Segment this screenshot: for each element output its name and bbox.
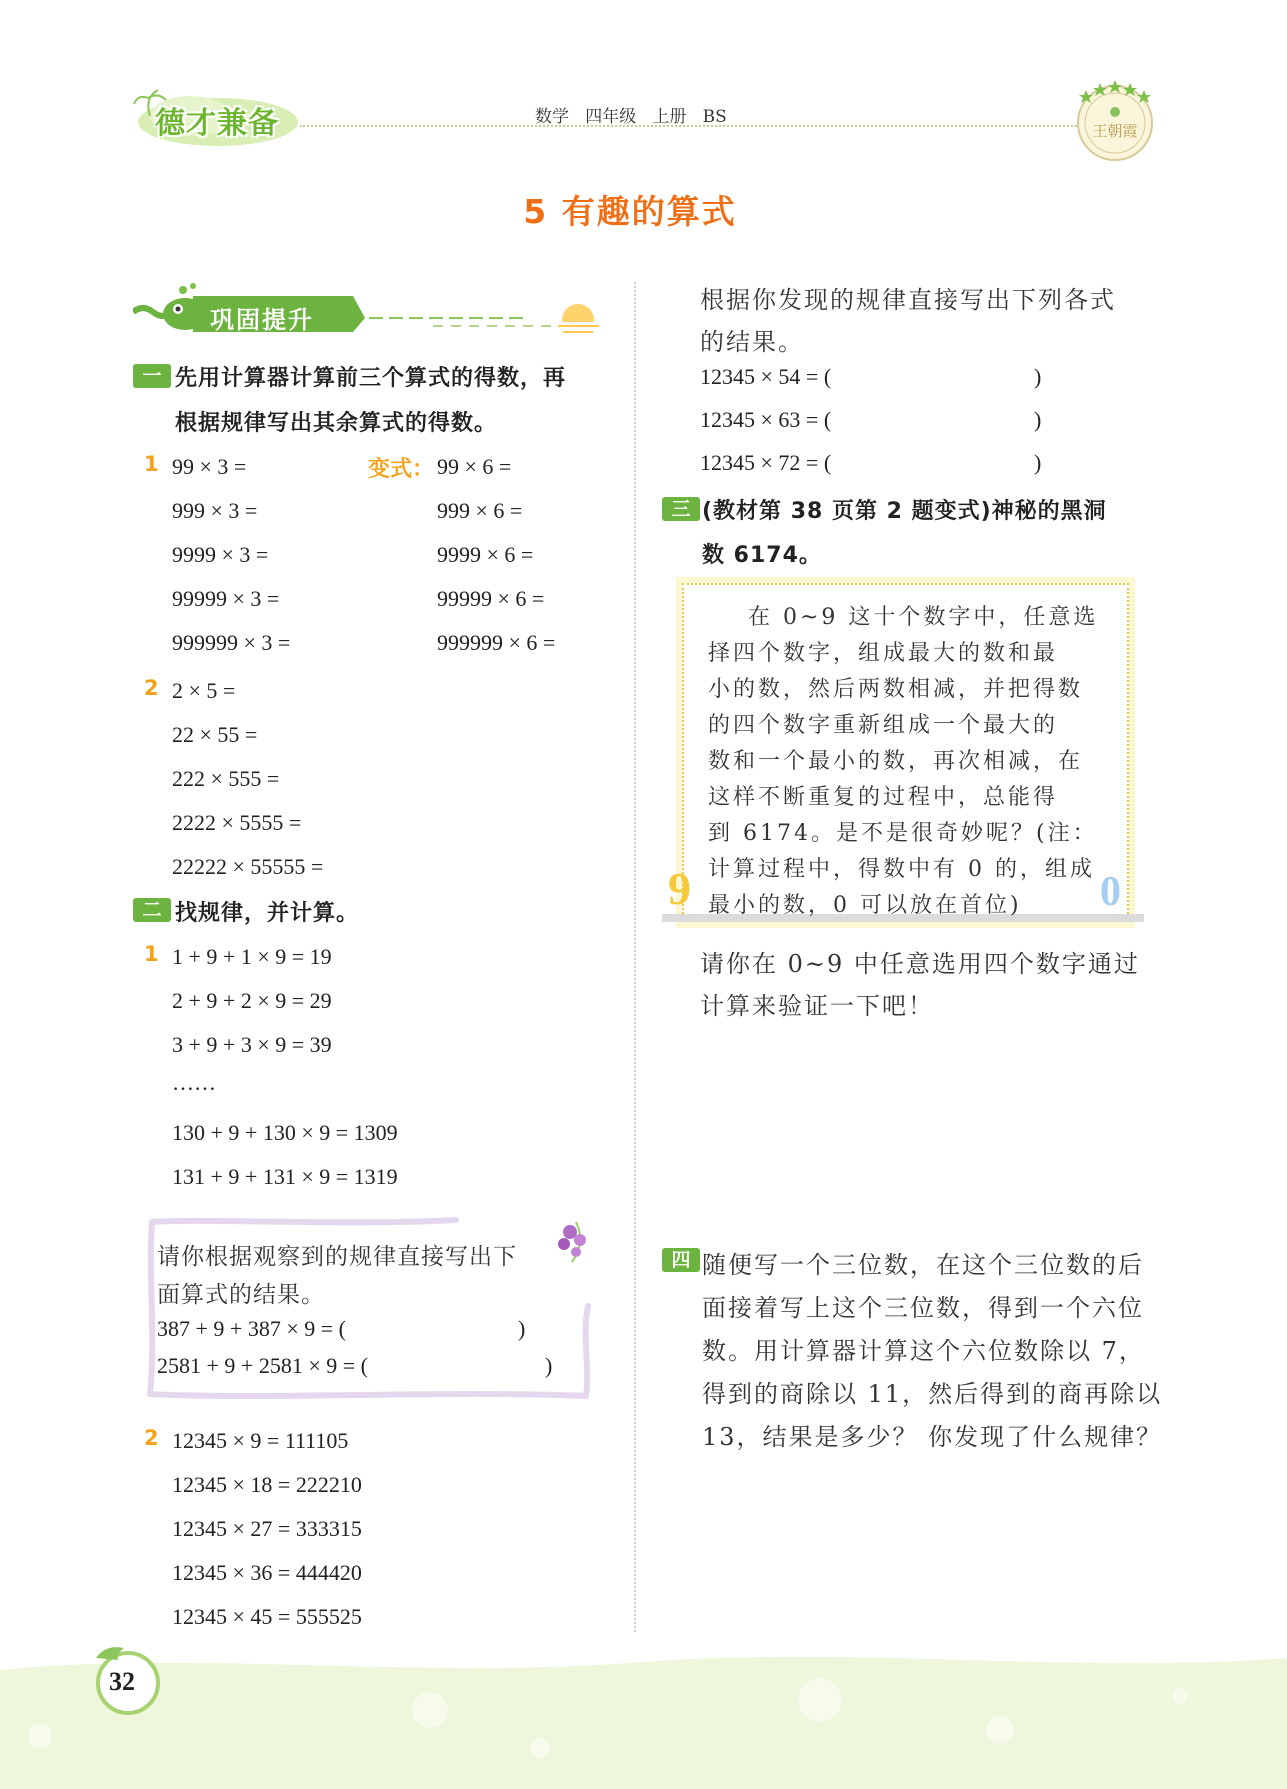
q1-part2-eq-1: 2 × 5 = (172, 678, 236, 703)
q2-part2-number: 2 (144, 1426, 159, 1450)
note-line-1: 请你根据观察到的规律直接写出下 (157, 1244, 517, 1270)
q4-number: 四 (662, 1248, 700, 1272)
note-eq-2: 2581 + 9 + 2581 × 9 = ( (157, 1353, 368, 1378)
q4-line-5: 13，结果是多少？ 你发现了什么规律？ (702, 1423, 1163, 1451)
info-line-8: 计算过程中，得数中有 0 的，组成 (708, 857, 1095, 882)
q3-text-line1: (教材第 38 页第 2 题变式)神秘的黑洞 (702, 499, 1107, 524)
q2-part1-eq-3: 3 + 9 + 3 × 9 = 39 (172, 1032, 332, 1057)
q2-part2-eq-2: 12345 × 18 = 222210 (172, 1472, 362, 1497)
q4-line-4: 得到的商除以 11，然后得到的商再除以 (702, 1380, 1163, 1408)
q1-part2-eq-2: 22 × 55 = (172, 722, 258, 747)
variant-label: 变式： (368, 457, 435, 482)
q1-part1-number: 1 (144, 452, 159, 476)
q2-part2-eq-4: 12345 × 36 = 444420 (172, 1560, 362, 1585)
blank-eq-3-close: ) (1034, 450, 1042, 475)
info-line-7: 到 6174。是不是很奇妙呢？(注： (708, 821, 1098, 846)
q1-left-eq-3: 9999 × 3 = (172, 542, 269, 567)
page-title: 5 有趣的算式 (523, 192, 737, 231)
info-line-3: 小的数，然后两数相减，并把得数 (708, 677, 1084, 702)
q1-left-eq-2: 999 × 3 = (172, 498, 258, 523)
q4-line-2: 面接着写上这个三位数，得到一个六位 (702, 1294, 1144, 1322)
q2-part1-eq-2: 2 + 9 + 2 × 9 = 29 (172, 988, 332, 1013)
publisher-seal (1072, 76, 1158, 162)
q1-right-eq-4: 99999 × 6 = (437, 586, 545, 611)
q1-text-line1: 先用计算器计算前三个算式的得数，再 (175, 366, 567, 391)
q2-part1-ellipsis: …… (172, 1070, 216, 1095)
q3-after-line1: 请你在 0~9 中任意选用四个数字通过 (700, 950, 1140, 978)
q1-left-eq-5: 999999 × 3 = (172, 630, 291, 655)
blank-eq-1: 12345 × 54 = ( (700, 364, 832, 389)
q2-part1-number: 1 (144, 942, 159, 966)
q2-instr-line1: 根据你发现的规律直接写出下列各式 (700, 286, 1116, 314)
note-line-2: 面算式的结果。 (157, 1282, 325, 1308)
q1-left-eq-4: 99999 × 3 = (172, 586, 280, 611)
page-number: 32 (109, 1667, 135, 1696)
note-eq-1-close: ) (518, 1316, 526, 1341)
q2-part1-eq-1: 1 + 9 + 1 × 9 = 19 (172, 944, 332, 969)
section-banner (133, 282, 613, 342)
info-line-6: 这样不断重复的过程中，总能得 (708, 785, 1059, 810)
info-line-9: 最小的数，0 可以放在首位) (708, 893, 1022, 918)
q1-part2-number: 2 (144, 676, 159, 700)
note-eq-2-close: ) (545, 1353, 553, 1378)
q1-part2-eq-4: 2222 × 5555 = (172, 810, 302, 835)
q2-part1-eq-4: 130 + 9 + 130 × 9 = 1309 (172, 1120, 398, 1145)
blank-eq-2: 12345 × 63 = ( (700, 407, 832, 432)
blank-eq-1-close: ) (1034, 364, 1042, 389)
header-subject: 数学 四年级 上册 BS (535, 107, 727, 127)
q2-text: 找规律，并计算。 (175, 901, 360, 926)
q4-line-1: 随便写一个三位数，在这个三位数的后 (702, 1251, 1144, 1279)
q3-after-line2: 计算来验证一下吧！ (700, 992, 934, 1020)
q1-left-eq-1: 99 × 3 = (172, 454, 247, 479)
q1-number: 一 (133, 364, 171, 388)
info-line-5: 数和一个最小的数，再次相减，在 (708, 749, 1084, 774)
info-line-1: 在 0~9 这十个数字中，任意选 (708, 605, 1099, 630)
digit-zero-decoration: 0 (1100, 869, 1121, 915)
q1-part2-eq-3: 222 × 555 = (172, 766, 280, 791)
brand-name: 德才兼备 (155, 106, 279, 141)
q4-line-3: 数。用计算器计算这个六位数除以 7， (702, 1337, 1145, 1365)
q3-number: 三 (662, 497, 700, 521)
blank-eq-3: 12345 × 72 = ( (700, 450, 832, 475)
column-divider (634, 282, 636, 1632)
section-title: 巩固提升 (210, 306, 314, 334)
seal-text: 王朝霞 (1092, 122, 1138, 140)
q3-text-line2: 数 6174。 (702, 543, 822, 568)
q1-right-eq-1: 99 × 6 = (437, 454, 512, 479)
q1-right-eq-3: 9999 × 6 = (437, 542, 534, 567)
q2-part1-eq-5: 131 + 9 + 131 × 9 = 1319 (172, 1164, 398, 1189)
note-eq-1: 387 + 9 + 387 × 9 = ( (157, 1316, 346, 1341)
info-line-4: 的四个数字重新组成一个最大的 (708, 713, 1059, 738)
q2-number: 二 (133, 898, 171, 922)
footer-decoration (0, 1640, 1287, 1789)
q1-part2-eq-5: 22222 × 55555 = (172, 854, 324, 879)
q2-part2-eq-3: 12345 × 27 = 333315 (172, 1516, 362, 1541)
info-line-2: 择四个数字，组成最大的数和最 (708, 641, 1059, 666)
q2-instr-line2: 的结果。 (700, 328, 804, 356)
q2-part2-eq-5: 12345 × 45 = 555525 (172, 1604, 362, 1629)
blank-eq-2-close: ) (1034, 407, 1042, 432)
q2-part2-eq-1: 12345 × 9 = 111105 (172, 1428, 349, 1453)
q1-text-line2: 根据规律写出其余算式的得数。 (175, 411, 498, 436)
q1-right-eq-5: 999999 × 6 = (437, 630, 556, 655)
digit-nine-decoration: 9 (668, 863, 691, 914)
q1-right-eq-2: 999 × 6 = (437, 498, 523, 523)
